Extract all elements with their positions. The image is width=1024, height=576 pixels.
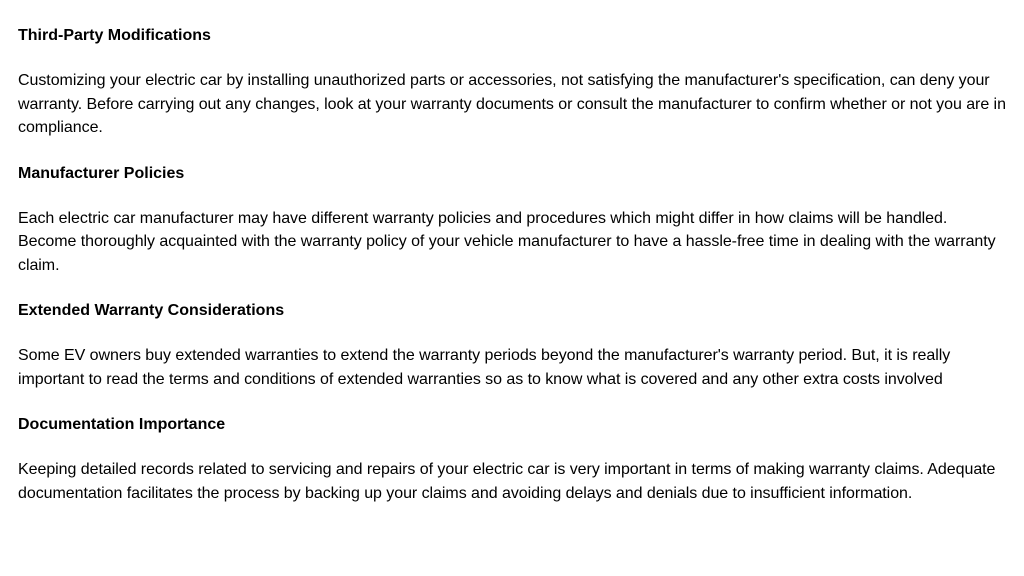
section-third-party-modifications [18,24,1006,140]
section-heading: Manufacturer Policies [18,164,185,182]
section-paragraph: Keeping detailed records related to servicing and repairs of your electric car is very important in terms of making warranty claims. Adequate documentation facilitates the process by backing up your claims and avoiding delays and denials due to insufficient information. [18,461,996,502]
section-heading: Extended Warranty Considerations [18,302,285,319]
section-paragraph: Each electric car manufacturer may have different warranty policies and procedures which might differ in how claims will be handled. Become thoroughly acquainted with the warranty policy of your vehicle manufacturer to have a hassle-free time in dealing with the warranty claim. [18,209,996,274]
section-extended-warranty-considerations [18,299,1006,391]
section-documentation-importance [18,413,1006,505]
section-heading: Documentation Importance [18,416,226,433]
section-paragraph: Customizing your electric car by installing unauthorized parts or accessories, not satisfying the manufacturer's specification, can deny your warranty. Before carrying out any changes, look at your warranty documents or consult the manufacturer to confirm whether or not you are in compliance. [18,72,1006,136]
section-paragraph: Some EV owners buy extended warranties to extend the warranty periods beyond the manufacturer's warranty period. But, it is really important to read the terms and conditions of extended warranties so as to know what is covered and any other extra costs involved [18,347,951,388]
section-manufacturer-policies [18,162,1006,278]
section-heading: Third-Party Modifications [18,27,211,44]
